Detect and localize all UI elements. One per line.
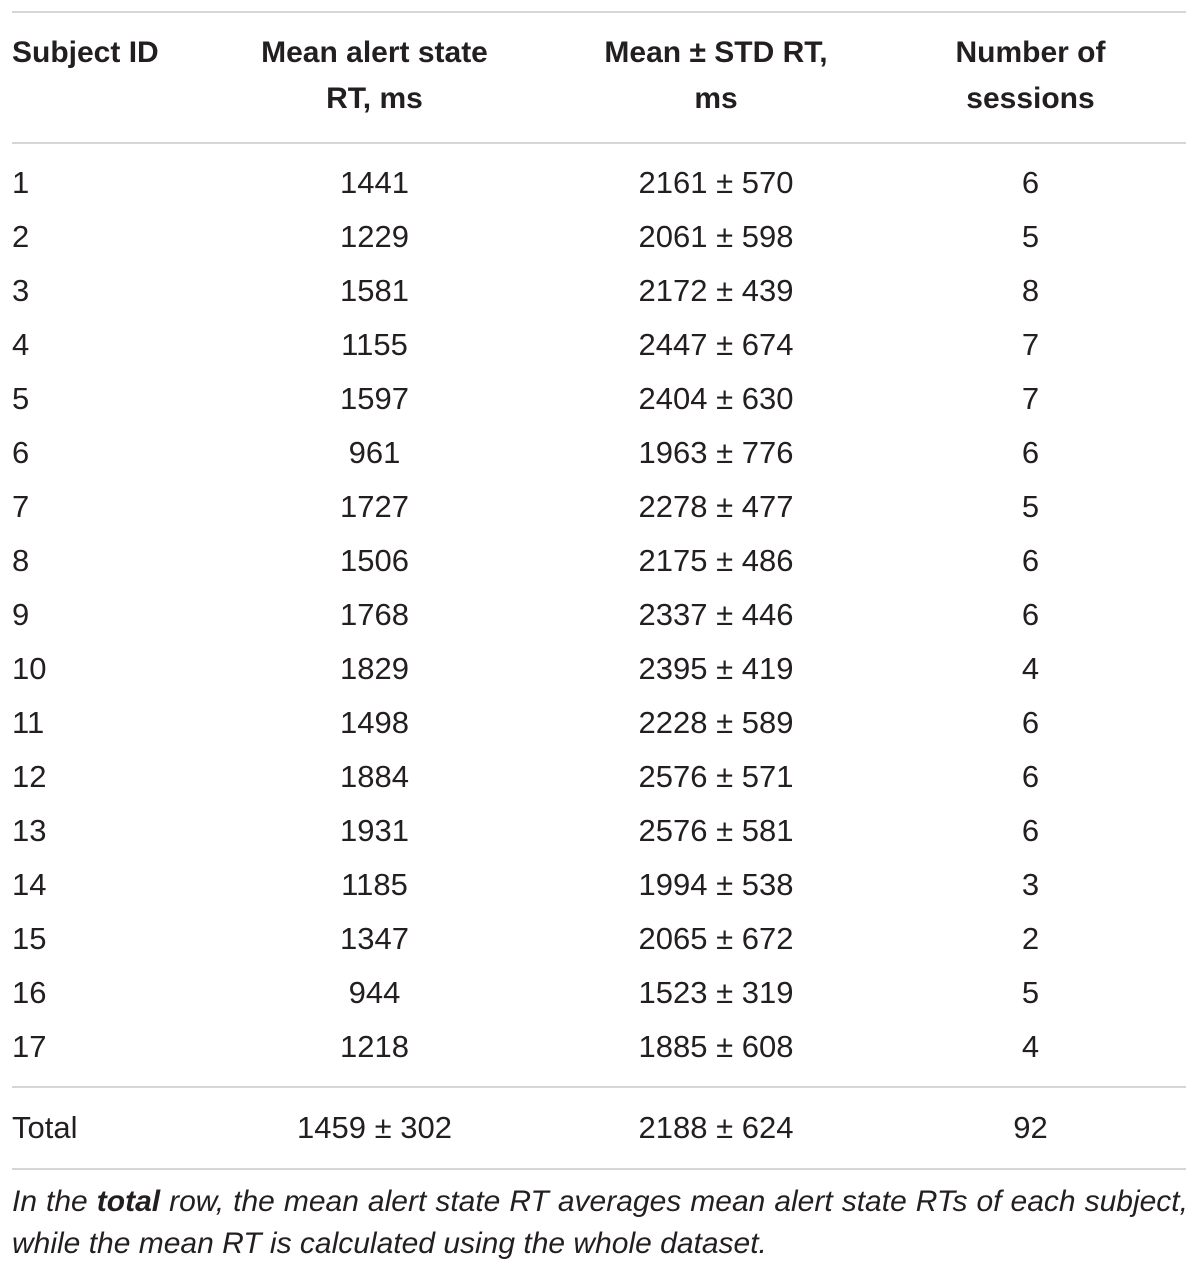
- data-table-total: [12, 1088, 1186, 1168]
- total-mean-alert-rt: 1459 ± 302: [297, 1110, 452, 1145]
- cell-mean-alert-rt: 1727: [340, 489, 409, 524]
- cell-sessions: 4: [1021, 651, 1040, 686]
- table-row: [12, 372, 1186, 426]
- header-mean-alert-line-1: Mean alert state: [261, 36, 488, 69]
- table-row: [12, 966, 1186, 1020]
- table-row: [12, 210, 1186, 264]
- total-row: [12, 1088, 1186, 1168]
- cell-sessions: 4: [1021, 1029, 1040, 1064]
- cell-mean-std-rt: 2065 ± 672: [638, 921, 794, 956]
- table-row: [12, 264, 1186, 318]
- cell-sessions: 6: [1021, 543, 1040, 578]
- table-row: [12, 480, 1186, 534]
- table-row: [12, 696, 1186, 750]
- table-row: [12, 588, 1186, 642]
- cell-mean-std-rt: 2161 ± 570: [638, 165, 794, 200]
- header-mean-alert-state-rt: [192, 13, 557, 142]
- header-row: [12, 13, 1186, 142]
- table-row: [12, 912, 1186, 966]
- cell-mean-alert-rt: 1768: [340, 597, 409, 632]
- cell-mean-std-rt: 2337 ± 446: [638, 597, 794, 632]
- cell-sessions: 6: [1021, 759, 1040, 794]
- table-row: [12, 804, 1186, 858]
- header-mean-std-rt: [557, 13, 875, 142]
- header-subject-id-line-1: Subject ID: [12, 36, 159, 69]
- cell-subject-id: 4: [12, 327, 30, 362]
- cell-mean-std-rt: 1523 ± 319: [638, 975, 794, 1010]
- cell-subject-id: 15: [12, 921, 47, 956]
- cell-sessions: 6: [1021, 597, 1040, 632]
- cell-sessions: 6: [1021, 813, 1040, 848]
- cell-mean-std-rt: 2172 ± 439: [638, 273, 794, 308]
- header-subject-id: [12, 13, 192, 142]
- cell-mean-alert-rt: 1441: [340, 165, 409, 200]
- total-label: Total: [12, 1110, 78, 1145]
- cell-mean-std-rt: 1994 ± 538: [638, 867, 794, 902]
- footnote-emphasis: total: [96, 1185, 161, 1218]
- cell-subject-id: 6: [12, 435, 30, 470]
- cell-sessions: 7: [1021, 381, 1040, 416]
- header-sessions-line-2: sessions: [966, 82, 1095, 115]
- cell-sessions: 5: [1021, 975, 1040, 1010]
- table-row: [12, 144, 1186, 210]
- cell-mean-alert-rt: 961: [348, 435, 401, 470]
- cell-mean-std-rt: 2576 ± 571: [638, 759, 794, 794]
- cell-mean-alert-rt: 1884: [340, 759, 409, 794]
- cell-subject-id: 14: [12, 867, 47, 902]
- table-row: [12, 534, 1186, 588]
- cell-sessions: 6: [1021, 435, 1040, 470]
- cell-mean-std-rt: 2228 ± 589: [638, 705, 794, 740]
- cell-subject-id: 1: [12, 165, 30, 200]
- cell-subject-id: 10: [12, 651, 47, 686]
- cell-subject-id: 13: [12, 813, 47, 848]
- cell-subject-id: 11: [12, 705, 45, 740]
- cell-subject-id: 17: [12, 1029, 47, 1064]
- cell-mean-alert-rt: 1597: [340, 381, 409, 416]
- header-mean-std-line-1: Mean ± STD RT,: [604, 36, 828, 69]
- table-body: [12, 144, 1186, 1086]
- cell-sessions: 7: [1021, 327, 1040, 362]
- cell-mean-alert-rt: 1581: [340, 273, 409, 308]
- cell-subject-id: 8: [12, 543, 30, 578]
- cell-mean-std-rt: 1963 ± 776: [638, 435, 794, 470]
- footnote-after: row, the mean alert state RT averages mean alert state RTs of each subject, while the mean RT is calculated using the whole dataset.: [12, 1185, 1188, 1260]
- header-number-of-sessions: [875, 13, 1186, 142]
- table-row: [12, 642, 1186, 696]
- cell-subject-id: 16: [12, 975, 47, 1010]
- cell-mean-std-rt: 2576 ± 581: [638, 813, 794, 848]
- header-sessions-line-1: Number of: [955, 36, 1106, 69]
- footnote-before: In the: [12, 1185, 97, 1218]
- cell-sessions: 2: [1021, 921, 1040, 956]
- table-row: [12, 750, 1186, 804]
- cell-subject-id: 12: [12, 759, 47, 794]
- table-row: [12, 858, 1186, 912]
- cell-mean-alert-rt: 1218: [340, 1029, 409, 1064]
- table-row: [12, 1020, 1186, 1086]
- cell-mean-std-rt: 2175 ± 486: [638, 543, 794, 578]
- header-mean-std-line-2: ms: [694, 82, 738, 115]
- cell-subject-id: 5: [12, 381, 30, 416]
- table-total: [12, 1088, 1186, 1168]
- cell-mean-alert-rt: 1347: [340, 921, 409, 956]
- cell-sessions: 6: [1021, 705, 1040, 740]
- cell-mean-alert-rt: 1229: [340, 219, 409, 254]
- cell-mean-std-rt: 2404 ± 630: [638, 381, 794, 416]
- cell-mean-alert-rt: 1829: [340, 651, 409, 686]
- cell-subject-id: 3: [12, 273, 30, 308]
- table-container: [12, 11, 1200, 1265]
- cell-subject-id: 9: [12, 597, 30, 632]
- data-table: [12, 13, 1186, 142]
- cell-mean-std-rt: 1885 ± 608: [638, 1029, 794, 1064]
- cell-mean-alert-rt: 1498: [340, 705, 409, 740]
- cell-mean-alert-rt: 1185: [341, 867, 408, 902]
- cell-sessions: 3: [1021, 867, 1040, 902]
- cell-subject-id: 7: [12, 489, 30, 524]
- cell-mean-alert-rt: 1506: [340, 543, 409, 578]
- table-footnote: [12, 1170, 1188, 1265]
- cell-sessions: 6: [1021, 165, 1040, 200]
- cell-mean-std-rt: 2395 ± 419: [638, 651, 794, 686]
- cell-mean-std-rt: 2061 ± 598: [638, 219, 794, 254]
- total-sessions: 92: [1013, 1110, 1048, 1145]
- cell-subject-id: 2: [12, 219, 30, 254]
- cell-sessions: 5: [1021, 489, 1040, 524]
- cell-mean-alert-rt: 1155: [341, 327, 408, 362]
- cell-mean-std-rt: 2278 ± 477: [638, 489, 794, 524]
- table-row: [12, 426, 1186, 480]
- cell-mean-alert-rt: 944: [348, 975, 401, 1010]
- cell-sessions: 8: [1021, 273, 1040, 308]
- total-mean-std-rt: 2188 ± 624: [638, 1110, 794, 1145]
- cell-mean-alert-rt: 1931: [340, 813, 409, 848]
- data-table-body: [12, 144, 1186, 1086]
- table-header: [12, 13, 1186, 142]
- table-row: [12, 318, 1186, 372]
- cell-mean-std-rt: 2447 ± 674: [638, 327, 794, 362]
- cell-sessions: 5: [1021, 219, 1040, 254]
- header-mean-alert-line-2: RT, ms: [326, 82, 423, 115]
